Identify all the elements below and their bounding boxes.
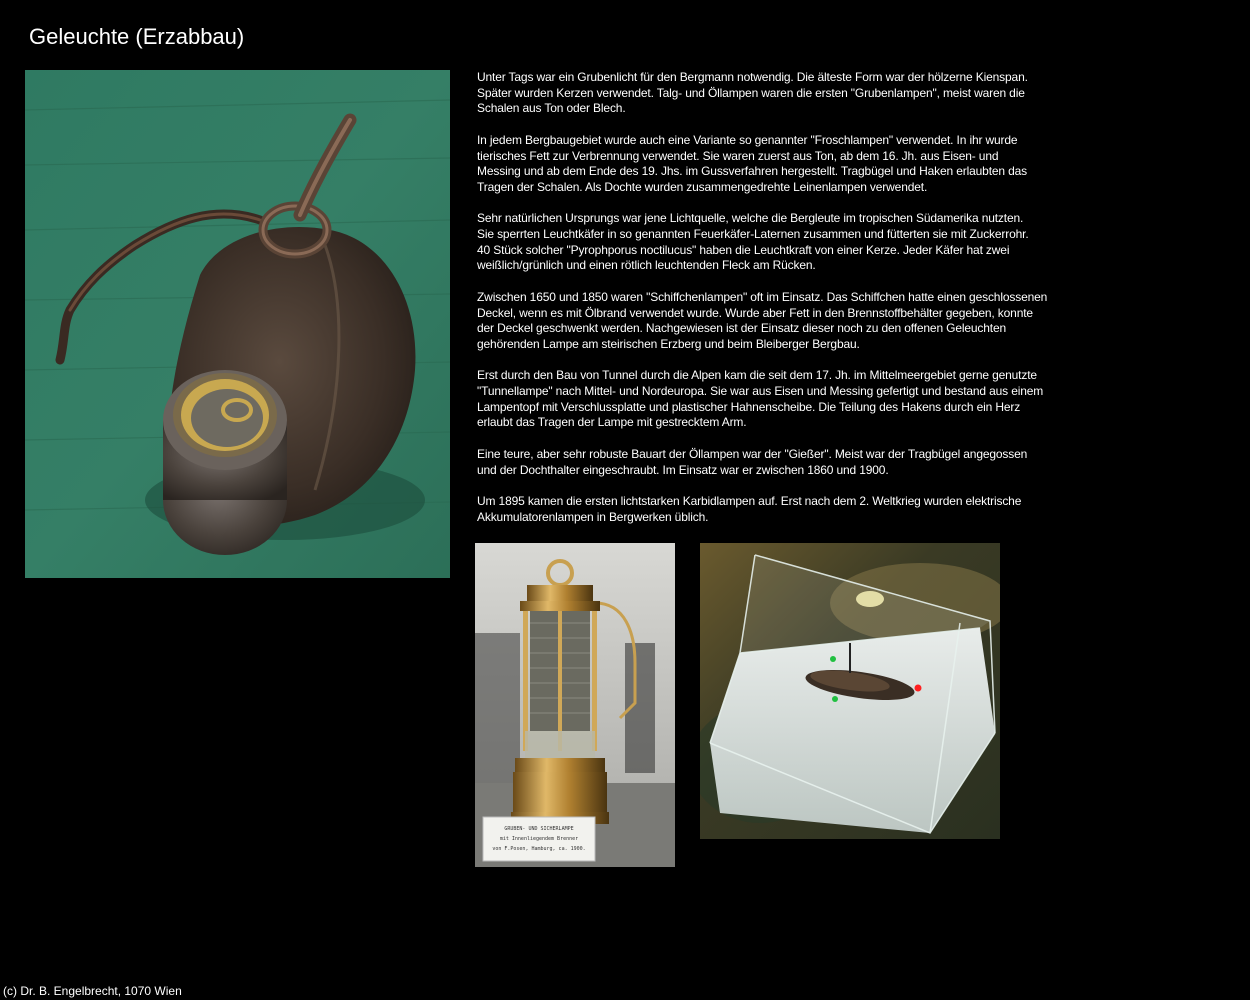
safety-lamp-label-line-1: GRUBEN- UND SICHERLAMPE — [504, 826, 574, 832]
paragraph-giesser: Eine teure, aber sehr robuste Bauart der Öllampen war der "Gießer". Meist war der Tragbügel angegossen und der Dochthalter eingeschraubt. Im Einsatz war er zwischen 1860 und 1900. — [477, 446, 1028, 477]
paragraph-karbidlampen: Um 1895 kamen die ersten lichtstarken Karbidlampen auf. Erst nach dem 2. Weltkrieg wurden elektrische Akkumulatorenlampen in Bergwerken üblich. — [477, 493, 1022, 524]
paragraph-schiffchenlampen: Zwischen 1650 und 1850 waren "Schiffchenlampen" oft im Einsatz. Das Schiffchen hatte einen geschlossenen Deckel, wenn es mit Ölbrand verwendet wurde. Wurde aber Fett in den Brennstoffbehälter gegeben, konnte der Deckel geschwenkt werden. Nachgewiesen ist der Einsatz dieser noch zu den offenen Geleuchten gehörenden Lampe am steirischen Erzberg und beim Bleiberger Bergbau. — [477, 289, 1048, 351]
page-title: Geleuchte (Erzabbau) — [29, 24, 245, 49]
safety-lamp-label-line-2: mit Innenliegendem Brenner — [499, 836, 579, 842]
paragraph-intro: Unter Tags war ein Grubenlicht für den Bergmann notwendig. Die älteste Form war der hölzerne Kienspan. Später wurden Kerzen verwendet. Talg- und Öllampen waren die ersten "Grubenlampen", meist waren die Schalen aus Ton oder Blech. — [477, 70, 1028, 116]
copyright-footer: (c) Dr. B. Engelbrecht, 1070 Wien — [3, 984, 182, 998]
article-text — [477, 70, 1072, 541]
safety-lamp-photo — [475, 543, 675, 867]
paragraph-froschlampen: In jedem Bergbaugebiet wurde auch eine Variante so genannter "Froschlampen" verwendet. In ihr wurde tierisches Fett zur Verbrennung verwendet. Sie waren zuerst aus Ton, ab dem 16. Jh. aus Eisen- und Messing und ab dem Ende des 19. Jhs. im Gussverfahren hergestellt. Tragbügel und Haken erlaubten das Tragen der Schalen. Als Dochte wurden zusammengedrehte Leinenlampen verwendet. — [477, 132, 1028, 194]
frog-lamp-photo — [25, 70, 450, 578]
paragraph-leuchtkaefer: Sehr natürlichen Ursprungs war jene Lichtquelle, welche die Bergleute im tropischen Südamerika nutzten. Sie sperrten Leuchtkäfer in so genannten Feuerkäfer-Laternen zusammen und fütterten sie mit Zuckerrohr. 40 Stück solcher "Pyrophporus noctilucus" haben die Leuchtkraft von einer Kerze. Jeder Käfer hat zwei weißlich/grünlich und einen rötlich leuchtenden Fleck am Rücken. — [477, 211, 1029, 273]
safety-lamp-label-line-3: von F.Posen, Hamburg, ca. 1900. — [492, 846, 586, 852]
beetle-case-photo — [700, 543, 1000, 839]
paragraph-tunnellampe: Erst durch den Bau von Tunnel durch die Alpen kam die seit dem 17. Jh. im Mittelmeergebiet gerne genutzte "Tunnellampe" nach Mittel- und Nordeuropa. Sie war aus Eisen und Messing gefertigt und bestand aus einem Lampentopf mit Verschlussplatte und plastischer Hahnenscheibe. Die Teilung des Hakens durch ein Herz erlaubt das Tragen der Lampe mit gestrecktem Arm. — [477, 368, 1044, 430]
